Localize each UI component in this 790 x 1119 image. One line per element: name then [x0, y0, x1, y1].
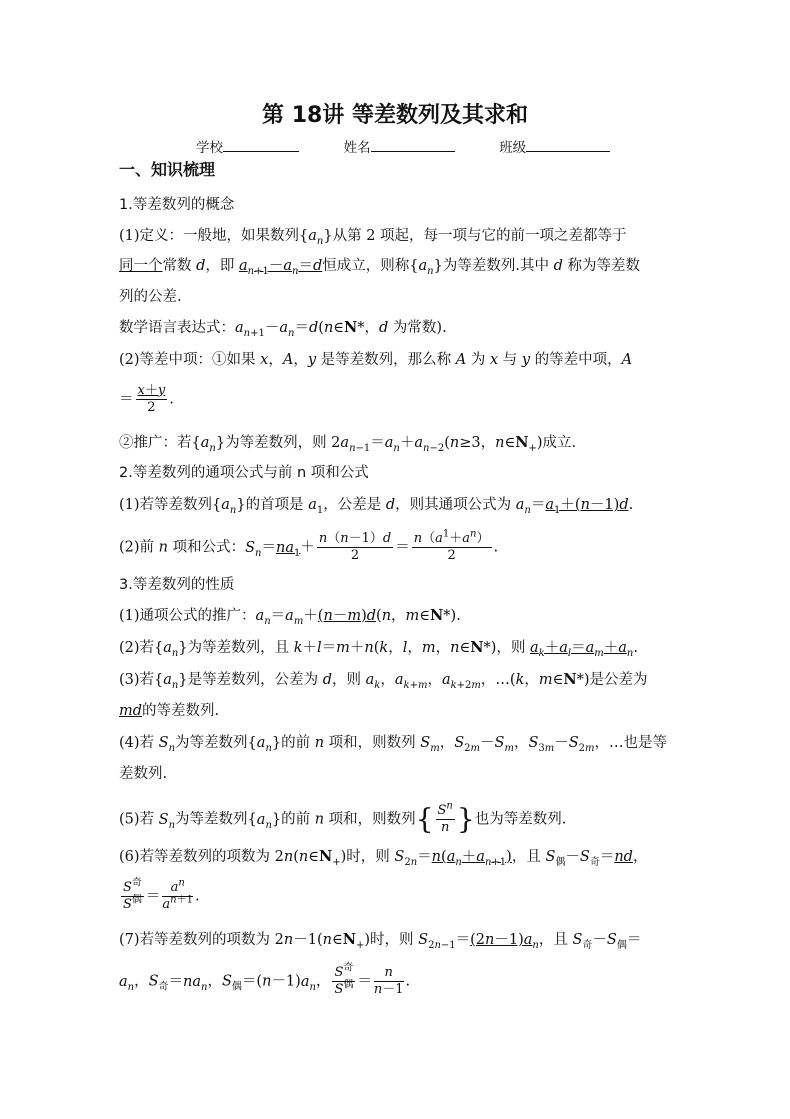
school-label: 学校 [196, 140, 223, 156]
text-line: (4)若 $S_n$为等差数列$\{a_n\}$的前 n 项和，则数列 $S_m$，$S_{2m}-S_m$，$S_{3m}-S_{2m}$，…也是等 [119, 735, 668, 754]
text-line: (2)若$\{a_n\}$为等差数列，且 k＋l＝m＋n(k，l，m，n∈N*)，则 $a_k+a_l=a_m+a_n$. [119, 639, 638, 659]
text-line: 数学语言表达式：$a_{n+1}-a_n=d(n\in N*$，d 为常数). [119, 319, 447, 339]
name-label: 姓名 [343, 140, 371, 156]
student-info-fields [196, 136, 610, 156]
text-line: (1)定义：一般地，如果数列$\{a_n\}$从第 2 项起，每一项与它的前一项之差都等于 [119, 228, 627, 247]
text-line: (5)若 $S_n$为等差数列$\{a_n\}$的前 n 项和，则数列{ $\frac{S^n}{n}$ }也为等差数列. [119, 800, 567, 836]
text-line: (2)前 n 项和公式：$S_n=na_1+$ $\frac{n(n-1)d}{2}$ ＝ $\frac{n(a^1+a^n)}{2}$ . [119, 528, 499, 563]
text-line: 同一个常数 d，即 $a_{n+1}-a_n=d$恒成立，则称$\{a_n\}$为等差数列.其中 d 称为等差数 [119, 258, 640, 277]
subsection-heading-concept: 1.等差数列的概念 [119, 197, 235, 213]
text-line: $\frac{S^奇}{S^偶}$ ＝ $\frac{a^n}{a^{n+1}}$ . [123, 877, 200, 912]
text-line: $a_n$，$S_奇=na_n$，$S_偶=(n-1)a_n$， $\frac{S^奇}{S^偶}$ ＝ $\frac{n}{n-1}$ . [119, 962, 411, 997]
text-line: (3)若$\{a_n\}$是等差数列，公差为 d，则 $a_k$，$a_{k+m}$，$a_{k+2m}$，…(k，m∈N*)是公差为 [119, 671, 648, 691]
name-blank[interactable] [371, 137, 455, 152]
page-title: 第 18讲 等差数列及其求和 [262, 103, 528, 128]
class-blank[interactable] [526, 137, 610, 152]
text-line: (6)若等差数列的项数为 $2n(n\in N_+)$时，则 $S_{2n}=n(a_n+a_{n+1})$，且 $S_偶-S_奇=nd$， [119, 848, 648, 868]
text-line: 差数列. [119, 766, 168, 782]
class-label: 班级 [499, 140, 527, 156]
text-line: md的等差数列. [119, 703, 220, 719]
text-line: (2)等差中项：①如果 x，A，y 是等差数列，那么称 A 为 x 与 y 的等差中项，A [119, 352, 633, 368]
text-line: (1)通项公式的推广：$a_n=a_m+(n-m)d(n$，m∈N*). [119, 607, 461, 627]
school-blank[interactable] [223, 137, 299, 152]
text-line: ②推广：若$\{a_n\}$为等差数列，则 $2a_{n-1}=a_n+a_{n-2}(n\ge 3$，$n\in N_+$)成立. [119, 434, 577, 454]
text-line: (1)若等差数列$\{a_n\}$的首项是 $a_1$，公差是 d，则其通项公式为 $a_n=a_1+(n-1)d$. [119, 497, 634, 516]
section-heading: 一、知识梳理 [119, 160, 216, 179]
text-line: 列的公差. [119, 289, 182, 305]
text-line: (7)若等差数列的项数为 $2n-1(n\in N_+)$时，则 $S_{2n-1}=(2n-1)a_n$，且 $S_奇-S_偶=$ [119, 931, 642, 951]
subsection-heading-properties: 3.等差数列的性质 [119, 577, 235, 593]
subsection-heading-formula: 2.等差数列的通项公式与前 n 项和公式 [119, 465, 369, 481]
text-line: ＝ $\frac{x+y}{2}$ . [119, 383, 174, 415]
